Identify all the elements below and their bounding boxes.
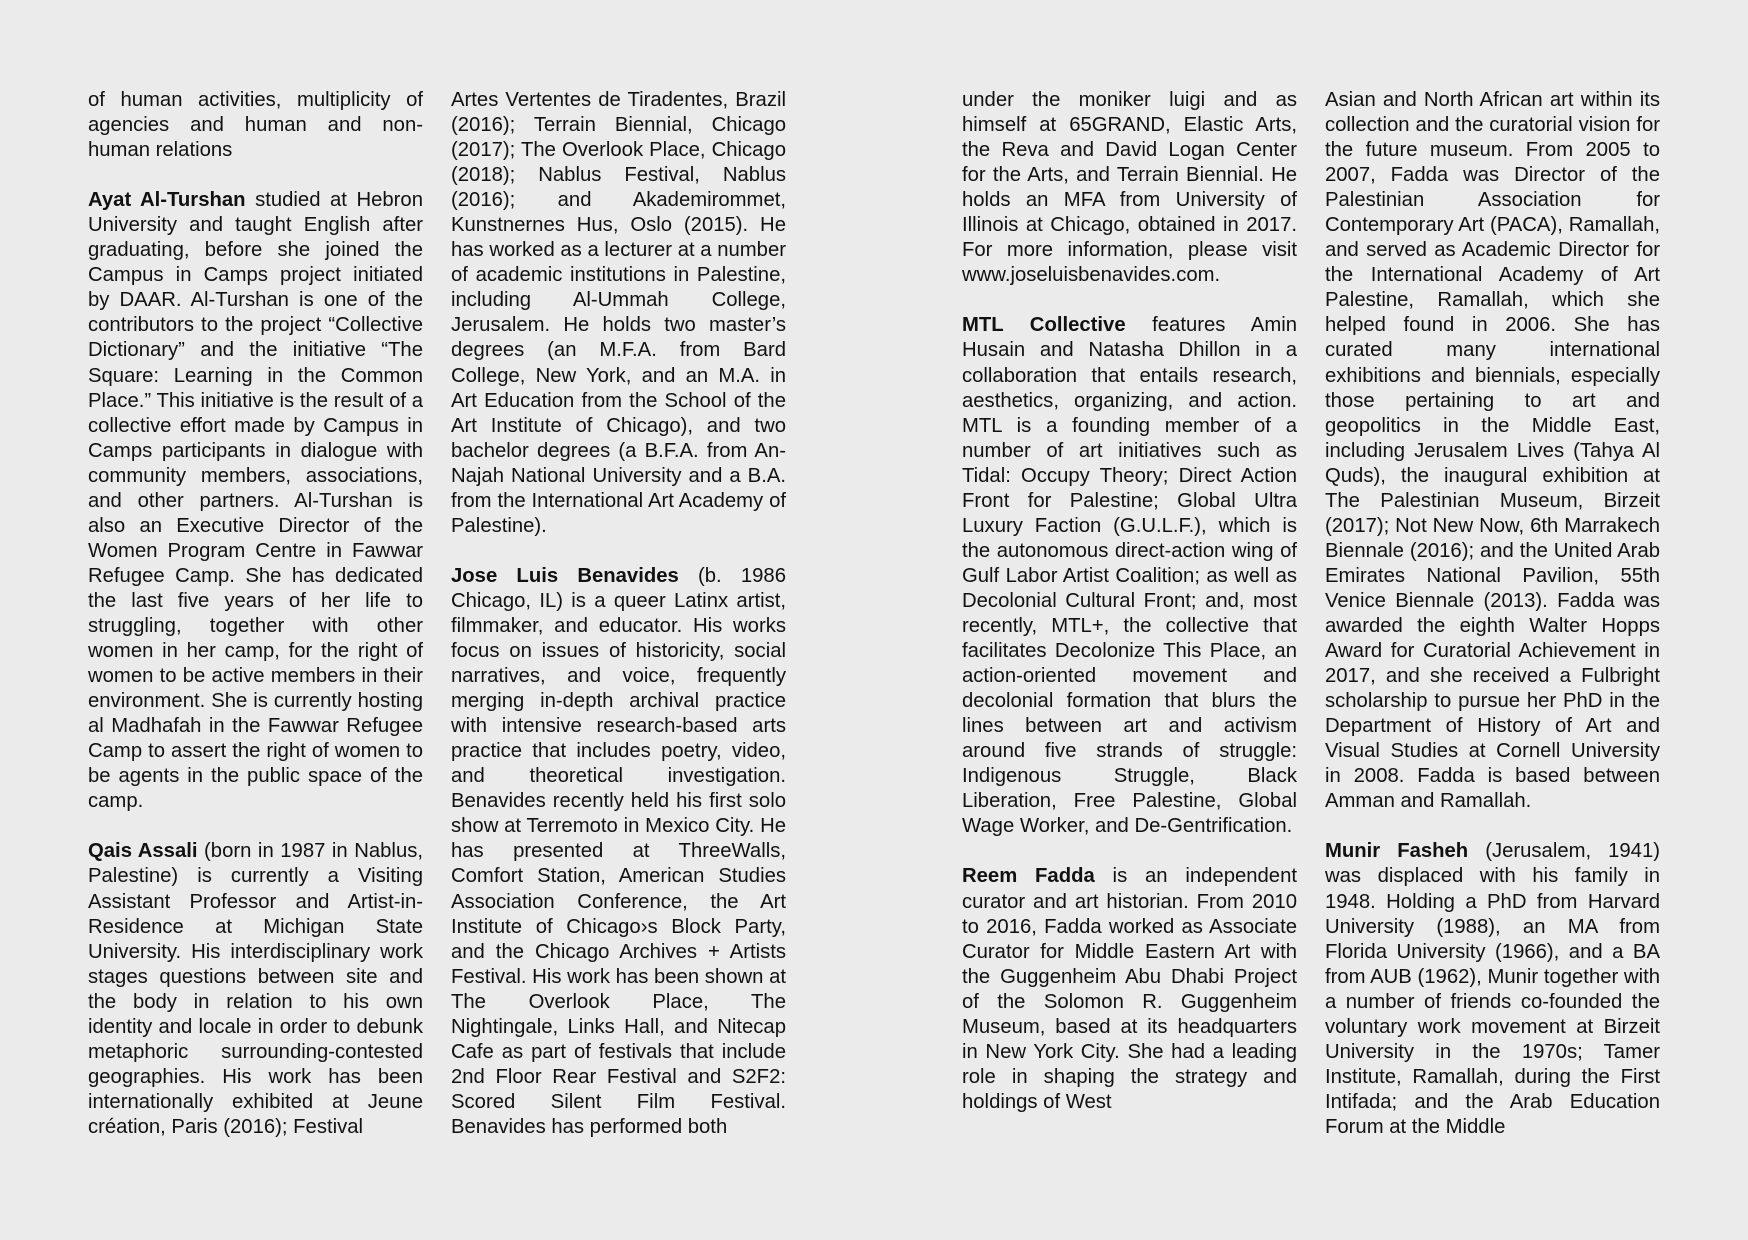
paragraph-continuation bbox=[451, 88, 786, 539]
bio-name: MTL Collective bbox=[962, 314, 1126, 337]
bio-text: studied at Hebron University and taught English after graduating, before she joined the Campus in Camps project initiated by DAAR. Al-Turshan is one of the contributors to the project “Collective Dictionary” and the initiative “The Square: Learning in the Common Place.” This initiative is the result of a collective effort made by Campus in Camps participants in dialogue with community members, associations, and other partners. Al-Turshan is also an Executive Director of the Women Program Centre in Fawwar Refugee Camp. She has dedicated the last five years of her life to struggling, together with other women in her camp, for the right of women to be active members in their environment. She is currently hosting al Madhafah in the Fawwar Refugee Camp to assert the right of women to be agents in the public space of the camp. bbox=[88, 189, 423, 813]
bio-name: Jose Luis Benavides bbox=[451, 564, 679, 587]
bio-text: (Jerusalem, 1941) was displaced with his family in 1948. Holding a PhD from Harvard University (1988), an MA from Florida University (1966), and a BA from AUB (1962), Munir together with a number of friends co-founded the voluntary work movement at Birzeit University in the 1970s; Tamer Institute, Ramallah, during the First Intifada; and the Arab Education Forum at the Middle bbox=[1325, 840, 1660, 1138]
bio-name: Reem Fadda bbox=[962, 865, 1095, 888]
right-page-column-2 bbox=[1325, 88, 1660, 1140]
right-page-column-1 bbox=[962, 88, 1297, 1115]
paragraph-text: under the moniker luigi and as himself at 65GRAND, Elastic Arts, the Reva and David Logan Center for the Arts, and Terrain Biennial. He holds an MFA from University of Illinois at Chicago, obtained in 2017. For more information, please visit www.joseluisbenavides.com. bbox=[962, 89, 1297, 287]
left-page-column-2 bbox=[451, 88, 786, 1140]
paragraph-text: Artes Vertentes de Tiradentes, Brazil (2016); Terrain Biennial, Chicago (2017); The Overlook Place, Chicago (2018); Nablus Festival, Nablus (2016); and Akademirommet, Kunstnernes Hus, Oslo (2015). He has worked as a lecturer at a number of academic institutions in Palestine, including Al-Ummah College, Jerusalem. He holds two master’s degrees (an M.F.A. from Bard College, New York, and an M.A. in Art Education from the School of the Art Institute of Chicago), and two bachelor degrees (a B.F.A. from An-Najah National University and a B.A. from the International Art Academy of Palestine). bbox=[451, 89, 786, 537]
bio-text: (born in 1987 in Nablus, Palestine) is currently a Visiting Assistant Professor and Artist-in-Residence at Michigan State University. His interdisciplinary work stages questions between site and the body in relation to his own identity and locale in order to debunk metaphoric surrounding-contested geographies. His work has been internationally exhibited at Jeune création, Paris (2016); Festival bbox=[88, 840, 423, 1138]
paragraph-continuation bbox=[962, 88, 1297, 288]
bio-reem-fadda bbox=[962, 864, 1297, 1114]
bio-qais-assali bbox=[88, 839, 423, 1140]
paragraph-text: Asian and North African art within its collection and the curatorial vision for the future museum. From 2005 to 2007, Fadda was Director of the Palestinian Association for Contemporary Art (PACA), Ramallah, and served as Academic Director for the International Academy of Art Palestine, Ramallah, which she helped found in 2006. She has curated many international exhibitions and biennials, especially those pertaining to art and geopolitics in the Middle East, including Jerusalem Lives (Tahya Al Quds), the inaugural exhibition at The Palestinian Museum, Birzeit (2017); Not New Now, 6th Marrakech Biennale (2016); and the United Arab Emirates National Pavilion, 55th Venice Biennale (2013). Fadda was awarded the eighth Walter Hopps Award for Curatorial Achievement in 2017, and she received a Fulbright scholarship to pursue her PhD in the Department of History of Art and Visual Studies at Cornell University in 2008. Fadda is based between Amman and Ramallah. bbox=[1325, 89, 1660, 813]
bio-text: features Amin Husain and Natasha Dhillon in a collaboration that entails research, aesthetics, organizing, and action. MTL is a founding member of a number of art initiatives such as Tidal: Occupy Theory; Direct Action Front for Palestine; Global Ultra Luxury Faction (G.U.L.F.), which is the autonomous direct-action wing of Gulf Labor Artist Coalition; as well as Decolonial Cultural Front; and, most recently, MTL+, the collective that facilitates Decolonize This Place, an action-oriented movement and decolonial formation that blurs the lines between art and activism around five strands of struggle: Indigenous Struggle, Black Liberation, Free Palestine, Global Wage Worker, and De-Gentrification. bbox=[962, 314, 1297, 838]
paragraph-continuation bbox=[88, 88, 423, 163]
bio-name: Ayat Al-Turshan bbox=[88, 189, 246, 212]
bio-text: (b. 1986 Chicago, IL) is a queer Latinx artist, filmmaker, and educator. His works focus on issues of historicity, social narratives, and voice, frequently merging in-depth archival practice with intensive research-based arts practice that includes poetry, video, and theoretical investigation. Benavides recently held his first solo show at Terremoto in Mexico City. He has presented at ThreeWalls, Comfort Station, American Studies Association Conference, the Art Institute of Chicago›s Block Party, and the Chicago Archives + Artists Festival. His work has been shown at The Overlook Place, The Nightingale, Links Hall, and Nitecap Cafe as part of festivals that include 2nd Floor Rear Festival and S2F2: Scored Silent Film Festival. Benavides has performed both bbox=[451, 564, 786, 1138]
bio-munir-fasheh bbox=[1325, 839, 1660, 1140]
bio-name: Qais Assali bbox=[88, 840, 198, 863]
paragraph-text: of human activities, multiplicity of agencies and human and non-human relations bbox=[88, 89, 423, 162]
left-page-column-1 bbox=[88, 88, 423, 1140]
bio-mtl-collective bbox=[962, 313, 1297, 839]
bio-name: Munir Fasheh bbox=[1325, 840, 1469, 863]
bio-ayat-al-turshan bbox=[88, 188, 423, 814]
bio-jose-luis-benavides bbox=[451, 564, 786, 1140]
right-page bbox=[874, 0, 1748, 1240]
bio-text: is an independent curator and art historian. From 2010 to 2016, Fadda worked as Associate Curator for Middle Eastern Art with the Guggenheim Abu Dhabi Project of the Solomon R. Guggenheim Museum, based at its headquarters in New York City. She had a leading role in shaping the strategy and holdings of West bbox=[962, 865, 1297, 1113]
paragraph-continuation bbox=[1325, 88, 1660, 814]
